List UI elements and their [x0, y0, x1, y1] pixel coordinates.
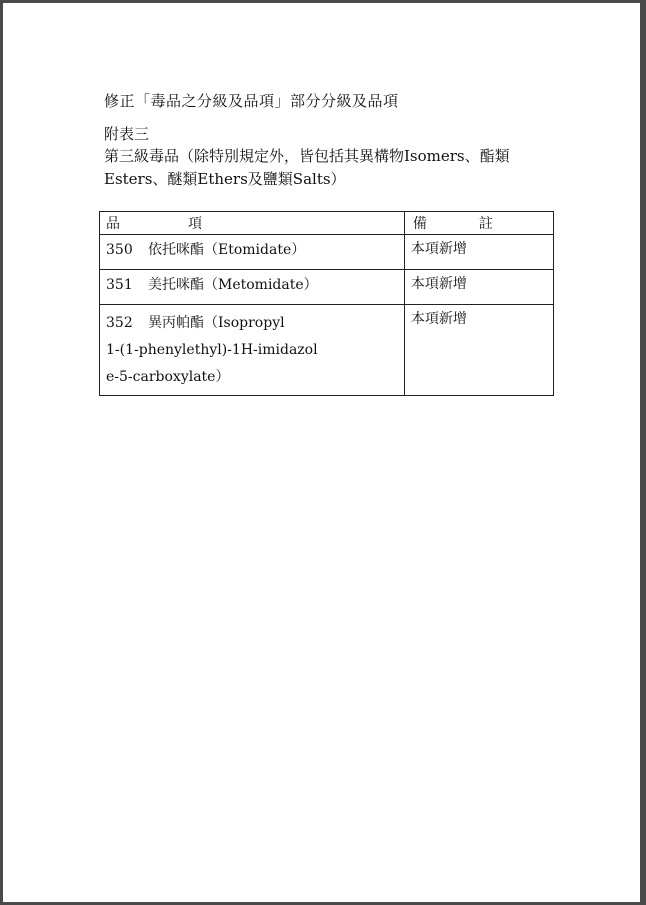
item-name: 美托咪酯（Metomidate） — [148, 277, 318, 293]
drug-items-table — [99, 211, 554, 396]
note-cell: 本項新增 — [404, 305, 553, 396]
note-cell: 本項新增 — [404, 235, 553, 270]
item-name-line-1: 異丙帕酯（Isopropyl — [148, 315, 285, 331]
table-row — [100, 270, 554, 305]
item-header-char-1: 品 — [106, 216, 120, 232]
item-cell — [100, 270, 405, 305]
document-title: 修正「毒品之分級及品項」部分分級及品項 — [104, 92, 399, 110]
viewer-right-edge — [640, 3, 646, 902]
item-cell — [100, 235, 405, 270]
note-cell: 本項新增 — [404, 270, 553, 305]
schedule-description-line-1: 第三級毒品（除特別規定外，皆包括其異構物Isomers、酯類 — [104, 147, 510, 165]
document-page — [3, 3, 640, 902]
item-number: 350 — [106, 242, 133, 258]
table-header-row — [100, 212, 554, 235]
schedule-description-line-2: Esters、醚類Ethers及鹽類Salts） — [104, 170, 346, 188]
table-row — [100, 235, 554, 270]
item-name: 依托咪酯（Etomidate） — [148, 242, 306, 258]
item-number: 351 — [106, 277, 133, 293]
note-header-char-2: 註 — [478, 216, 493, 232]
item-name-line-2: 1-(1-phenylethyl)-1H-imidazol — [106, 342, 318, 358]
item-number: 352 — [106, 315, 133, 331]
schedule-description — [104, 145, 559, 191]
note-column-header — [404, 212, 553, 235]
item-name-line-3: e-5-carboxylate） — [106, 369, 230, 385]
appendix-label: 附表三 — [104, 125, 150, 143]
note-header-char-1: 備 — [412, 216, 427, 232]
item-header-char-2: 項 — [188, 216, 202, 232]
item-column-header — [100, 212, 405, 235]
table-row — [100, 305, 554, 396]
item-cell — [100, 305, 405, 396]
